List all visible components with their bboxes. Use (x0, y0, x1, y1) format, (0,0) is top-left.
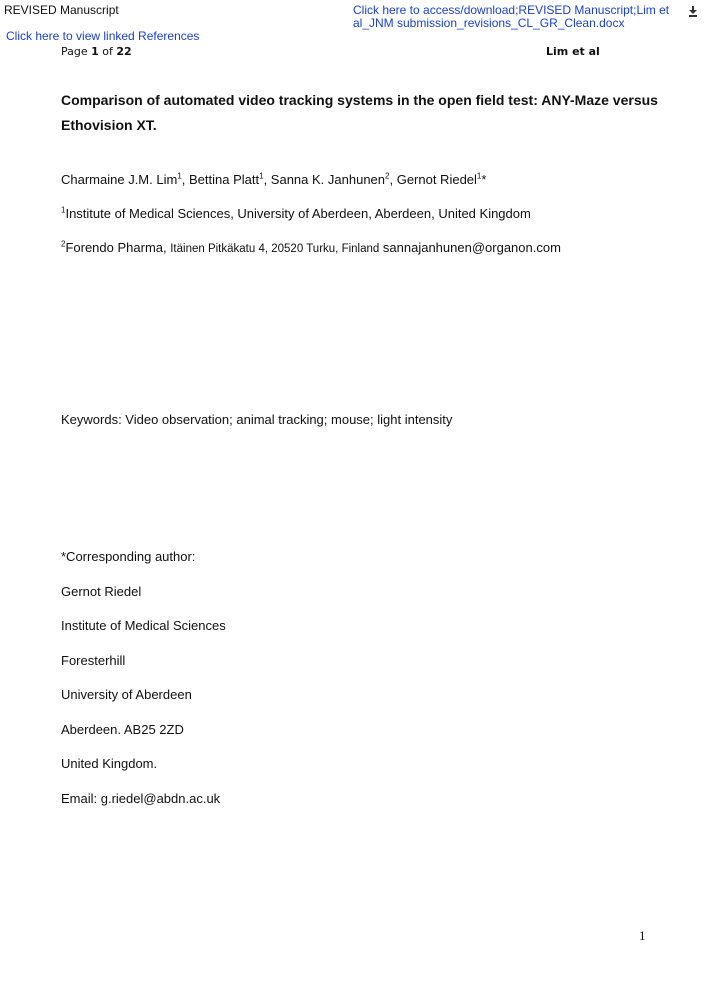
corresponding-line: Aberdeen. AB25 2ZD (61, 722, 184, 737)
author-name: Sanna K. Janhunen (270, 172, 386, 187)
author-separator: , (263, 172, 271, 187)
author-separator: , (181, 172, 189, 187)
footer-page-number: 1 (639, 928, 646, 943)
download-link-line-2[interactable]: al_JNM submission_revisions_CL_GR_Clean.docx (353, 16, 625, 30)
author-list (61, 172, 486, 187)
affiliation-1 (61, 206, 531, 221)
affiliation-mark: 1 (61, 205, 66, 215)
affiliation-2 (61, 240, 561, 255)
download-manuscript-link[interactable] (353, 4, 669, 30)
download-link-line-1[interactable]: Click here to access/download;REVISED Manuscript;Lim et (353, 3, 670, 17)
affiliation-org: Forendo Pharma, (65, 240, 171, 255)
author-separator: , (389, 172, 397, 187)
corresponding-email: Email: g.riedel@abdn.ac.uk (61, 791, 221, 806)
affiliation-text: Institute of Medical Sciences, University of Aberdeen, Aberdeen, United Kingdom (65, 206, 531, 221)
corresponding-heading: *Corresponding author: (61, 549, 196, 564)
affiliation-mark: 1 (177, 171, 182, 181)
corresponding-line: Institute of Medical Sciences (61, 618, 226, 633)
author-name: Gernot Riedel (396, 172, 477, 187)
affiliation-address: Itäinen Pitkäkatu 4, 20520 Turku, Finland (170, 243, 380, 255)
page-counter (61, 45, 132, 58)
corresponding-line: Foresterhill (61, 653, 126, 668)
download-icon[interactable] (688, 6, 698, 18)
page-of: of (102, 45, 113, 58)
author-name: Charmaine J.M. Lim (61, 172, 178, 187)
view-references-link[interactable]: Click here to view linked References (6, 29, 200, 43)
author-name: Bettina Platt (189, 172, 260, 187)
page-total: 22 (116, 45, 132, 58)
page-number: 1 (91, 45, 99, 58)
affiliation-mark: 2 (385, 171, 390, 181)
corresponding-line: Gernot Riedel (61, 584, 142, 599)
keywords: Keywords: Video observation; animal tracking; mouse; light intensity (61, 412, 453, 427)
corresponding-line: University of Aberdeen (61, 687, 192, 702)
running-title: Lim et al (546, 45, 600, 58)
affiliation-mark: 1 (259, 171, 264, 181)
stamp-label: REVISED Manuscript (4, 3, 119, 17)
corresponding-line: United Kingdom. (61, 756, 158, 771)
paper-title: Comparison of automated video tracking systems in the open field test: ANY-Maze versus Ethovision XT. (61, 92, 658, 133)
page-prefix: Page (61, 45, 88, 58)
affiliation-mark: 1 (476, 171, 482, 181)
affiliation-mark: 2 (61, 239, 66, 249)
corresponding-mark: * (481, 172, 487, 187)
affiliation-email: sannajanhunen@organon.com (379, 240, 561, 255)
